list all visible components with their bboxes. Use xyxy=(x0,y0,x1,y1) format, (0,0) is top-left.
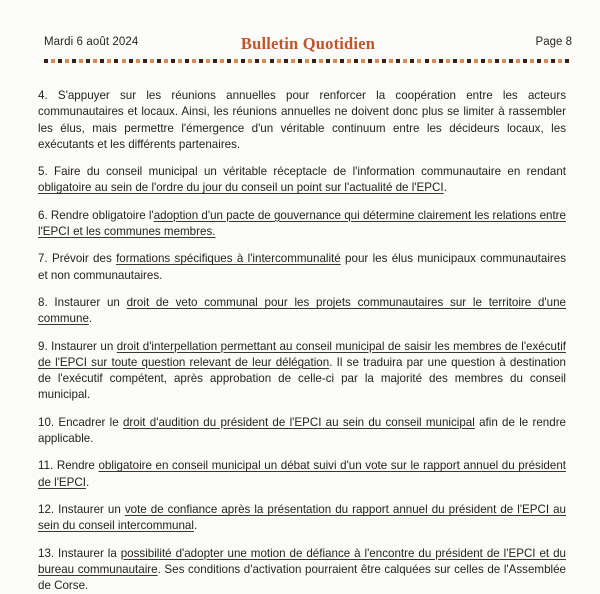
text-run: afin de le rendre applicable. xyxy=(38,415,567,446)
text-run: 12. Instaurer un xyxy=(38,502,125,516)
text-run: . xyxy=(443,181,447,195)
rule-dot xyxy=(333,59,337,63)
rule-dot xyxy=(79,59,83,63)
article-paragraph xyxy=(38,164,566,197)
rule-dot xyxy=(368,59,372,63)
article-paragraph xyxy=(38,546,566,594)
rule-dot xyxy=(495,59,499,63)
rule-dot xyxy=(86,59,90,63)
rule-dot xyxy=(312,59,316,63)
text-run: 5. Faire du conseil municipal un véritable réceptacle de l'information communautaire en rendant xyxy=(38,165,566,179)
text-run: . Il se traduira par une question à destination de l'exécutif compétent, après approbation de celle-ci par la majorité des membres du conseil municipal. xyxy=(38,355,566,402)
rule-dot xyxy=(100,59,104,63)
rule-dot xyxy=(227,59,231,63)
article-paragraph xyxy=(38,208,566,241)
rule-dot xyxy=(178,59,182,63)
rule-dot xyxy=(220,59,224,63)
text-run: 13. Instaurer la xyxy=(38,546,121,560)
underlined-text-run: obligatoire au sein de l'ordre du jour du conseil un point sur l'actualité de l'EPCI xyxy=(38,181,444,195)
rule-dot xyxy=(453,59,457,63)
issue-date: Mardi 6 août 2024 xyxy=(44,36,139,48)
rule-dot xyxy=(544,59,548,63)
article-paragraph xyxy=(38,415,566,448)
rule-dot xyxy=(284,59,288,63)
article-paragraph xyxy=(38,251,566,284)
article-paragraph xyxy=(38,339,566,404)
rule-dot xyxy=(164,59,168,63)
rule-dot xyxy=(432,59,436,63)
text-run: . Ses conditions d'activation pourraient être calquées sur celles de l'Assemblée de Corse. xyxy=(38,562,566,593)
article-paragraph xyxy=(38,502,566,535)
text-run: 4. S'appuyer sur les réunions annuelles pour renforcer la coopération entre les acteurs communautaires et locaux. Ainsi, les réunions annuelles ne doivent donc plus se limiter à rassembler les élus, mais permettre l'émergence d'un véritable continuum entre les décideurs locaux, les exécutants et les différents partenaires. xyxy=(38,89,566,151)
rule-dot xyxy=(502,59,506,63)
rule-dot xyxy=(389,59,393,63)
header-dotted-rule xyxy=(44,58,572,63)
rule-dot xyxy=(375,59,379,63)
rule-dot xyxy=(136,59,140,63)
rule-dot xyxy=(558,59,562,63)
rule-dot xyxy=(565,59,569,63)
publication-title: Bulletin Quotidien xyxy=(240,34,376,53)
rule-dot xyxy=(467,59,471,63)
rule-dot xyxy=(305,59,309,63)
article-paragraph xyxy=(38,295,566,328)
rule-dot xyxy=(213,59,217,63)
underlined-text-run: vote de confiance après la présentation du rapport annuel du président de l'EPCI au sein du conseil intercommunal xyxy=(38,502,567,533)
rule-dot xyxy=(551,59,555,63)
rule-dot xyxy=(72,59,76,63)
rule-dot xyxy=(270,59,274,63)
rule-dot xyxy=(143,59,147,63)
text-run: 6. Rendre obligatoire l' xyxy=(38,208,154,222)
rule-dot xyxy=(129,59,133,63)
text-run: 11. Rendre xyxy=(38,459,99,473)
rule-dot xyxy=(107,59,111,63)
rule-dot xyxy=(185,59,189,63)
text-run: . xyxy=(193,519,198,533)
rule-dot xyxy=(396,59,400,63)
rule-dot xyxy=(298,59,302,63)
rule-dot xyxy=(523,59,527,63)
rule-dot xyxy=(122,59,126,63)
article-body xyxy=(38,88,566,594)
rule-dot xyxy=(192,59,196,63)
rule-dot xyxy=(516,59,520,63)
rule-dot xyxy=(488,59,492,63)
underlined-text-run: possibilité d'adopter une motion de défiance à l'encontre du président de l'EPCI et du bureau communautaire xyxy=(38,546,566,576)
rule-dot xyxy=(425,59,429,63)
rule-dot xyxy=(199,59,203,63)
rule-dot xyxy=(65,59,69,63)
text-run: 8. Instaurer un xyxy=(38,295,127,309)
rule-dot xyxy=(417,59,421,63)
rule-dot xyxy=(291,59,295,63)
underlined-text-run: droit de veto communal pour les projets communautaires sur le territoire d'une commune xyxy=(38,295,566,326)
rule-dot xyxy=(354,59,358,63)
rule-dot xyxy=(51,59,55,63)
article-paragraph xyxy=(38,458,566,491)
article-paragraph xyxy=(38,88,566,153)
underlined-text-run: adoption d'un pacte de gouvernance qui détermine clairement les relations entre l'EPCI et les communes membres. xyxy=(38,208,566,239)
underlined-text-run: obligatoire en conseil municipal un débat suivi d'un vote sur le rapport annuel du président de l'EPCI xyxy=(38,459,566,489)
rule-dot xyxy=(326,59,330,63)
rule-dot xyxy=(248,59,252,63)
rule-dot xyxy=(234,59,238,63)
rule-dot xyxy=(537,59,541,63)
rule-dot xyxy=(206,59,210,63)
rule-dot xyxy=(319,59,323,63)
text-run: pour les élus municipaux communautaires et non communautaires. xyxy=(38,252,567,282)
rule-dot xyxy=(481,59,485,63)
rule-dot xyxy=(150,59,154,63)
rule-dot xyxy=(114,59,118,63)
rule-dot xyxy=(474,59,478,63)
rule-dot xyxy=(241,59,245,63)
text-run: . xyxy=(88,312,93,326)
rule-dot xyxy=(410,59,414,63)
underlined-text-run: droit d'audition du président de l'EPCI au sein du conseil municipal xyxy=(122,415,475,429)
rule-dot xyxy=(277,59,281,63)
rule-dot xyxy=(446,59,450,63)
rule-dot xyxy=(361,59,365,63)
text-run: 7. Prévoir des xyxy=(38,252,117,266)
rule-dot xyxy=(347,59,351,63)
text-run: . xyxy=(85,475,90,489)
rule-dot xyxy=(509,59,513,63)
page-number: Page 8 xyxy=(535,36,572,48)
rule-dot xyxy=(262,59,266,63)
rule-dot xyxy=(530,59,534,63)
underlined-text-run: droit d'interpellation permettant au conseil municipal de saisir les membres de l'exécutif de l'EPCI sur toute question relevant de leur délégation xyxy=(38,339,566,369)
rule-dot xyxy=(460,59,464,63)
rule-dot xyxy=(157,59,161,63)
rule-dot xyxy=(340,59,344,63)
underlined-text-run: formations spécifiques à l'intercommunalité xyxy=(116,252,341,266)
rule-dot xyxy=(44,59,48,63)
text-run: 9. Instaurer un xyxy=(38,339,117,353)
rule-dot xyxy=(255,59,259,63)
page-header xyxy=(44,36,572,56)
rule-dot xyxy=(382,59,386,63)
rule-dot xyxy=(439,59,443,63)
rule-dot xyxy=(171,59,175,63)
rule-dot xyxy=(93,59,97,63)
rule-dot xyxy=(58,59,62,63)
text-run: 10. Encadrer le xyxy=(38,415,123,429)
rule-dot xyxy=(403,59,407,63)
